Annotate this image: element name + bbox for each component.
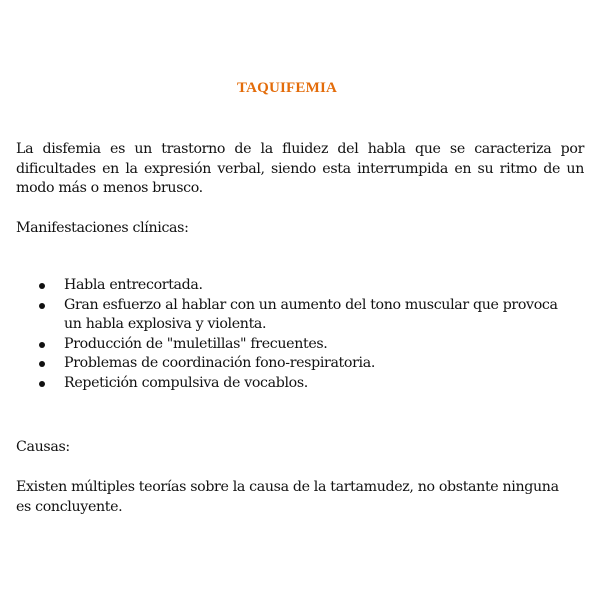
list-item-text: Repetición compulsiva de vocablos. [64, 374, 308, 391]
bullet-icon [39, 381, 45, 387]
bullet-icon [39, 342, 45, 348]
list-item [16, 354, 584, 374]
list-item [16, 374, 584, 394]
list-item-text: Gran esfuerzo al hablar con un aumento del tono muscular que provoca un habla explosiva y violenta. [64, 296, 558, 332]
bullet-icon [39, 303, 45, 309]
causas-heading: Causas: [16, 439, 70, 455]
manifestaciones-heading: Manifestaciones clínicas: [16, 220, 189, 236]
intro-paragraph: La disfemia es un trastorno de la fluidez del habla que se caracteriza por dificultades en la expresión verbal, siendo esta interrumpida en su ritmo de un modo más o menos brusco. [16, 141, 584, 196]
list-item [16, 335, 584, 355]
manifestaciones-list [16, 276, 584, 393]
bullet-icon [39, 361, 45, 367]
list-item [16, 296, 584, 335]
causas-paragraph: Existen múltiples teorías sobre la causa de la tartamudez, no obstante ninguna es concluyente. [16, 479, 559, 515]
list-item-text: Problemas de coordinación fono-respiratoria. [64, 355, 375, 371]
list-item [16, 276, 584, 296]
list-item-text: Habla entrecortada. [64, 277, 203, 293]
document-title: TAQUIFEMIA [237, 80, 338, 96]
bullet-icon [39, 283, 45, 289]
list-item-text: Producción de "muletillas" frecuentes. [64, 335, 328, 352]
